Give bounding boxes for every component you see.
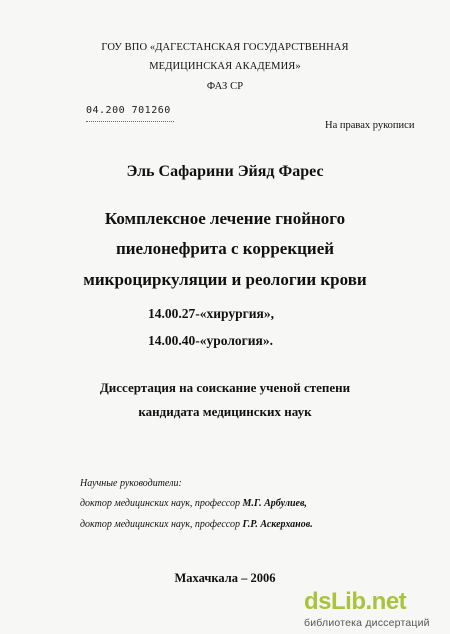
specialty-surgery: 14.00.27-«хирургия», bbox=[148, 306, 274, 321]
degree-line-2: кандидата медицинских наук bbox=[138, 404, 312, 419]
title-line-3: микроциркуляции и реологии крови bbox=[83, 270, 367, 289]
dslib-tagline: библиотека диссертаций bbox=[304, 617, 430, 629]
supervisor-2-name: Г.Р. Аскерханов. bbox=[242, 519, 313, 530]
stamp-underline bbox=[86, 121, 174, 122]
manuscript-rights: На правах рукописи bbox=[325, 120, 415, 131]
supervisor-1-name: М.Г. Арбулиев, bbox=[242, 498, 307, 509]
degree-line-1: Диссертация на соискание ученой степени bbox=[99, 380, 351, 395]
archive-stamp: 04.200 701260 bbox=[86, 105, 171, 116]
dslib-logo[interactable]: dsLib.net bbox=[304, 588, 407, 615]
supervisor-2-title: доктор медицинских наук, профессор bbox=[80, 519, 240, 530]
supervisor-1 bbox=[80, 498, 307, 509]
supervisor-2 bbox=[80, 519, 313, 530]
supervisors-heading: Научные руководители: bbox=[80, 478, 182, 489]
institution-line-2: МЕДИЦИНСКАЯ АКАДЕМИЯ» bbox=[149, 61, 301, 72]
specialty-urology: 14.00.40-«урология». bbox=[148, 333, 273, 348]
institution-line-3: ФАЗ СР bbox=[206, 81, 244, 92]
supervisor-1-title: доктор медицинских наук, профессор bbox=[80, 498, 240, 509]
title-line-2: пиелонефрита с коррекцией bbox=[115, 239, 335, 258]
dslib-watermark[interactable] bbox=[300, 588, 450, 634]
city-year: Махачкала – 2006 bbox=[174, 571, 276, 585]
institution-line-1: ГОУ ВПО «ДАГЕСТАНСКАЯ ГОСУДАРСТВЕННАЯ bbox=[101, 42, 349, 53]
author-name: Эль Сафарини Эйяд Фарес bbox=[126, 163, 324, 180]
title-line-1: Комплексное лечение гнойного bbox=[104, 209, 346, 228]
